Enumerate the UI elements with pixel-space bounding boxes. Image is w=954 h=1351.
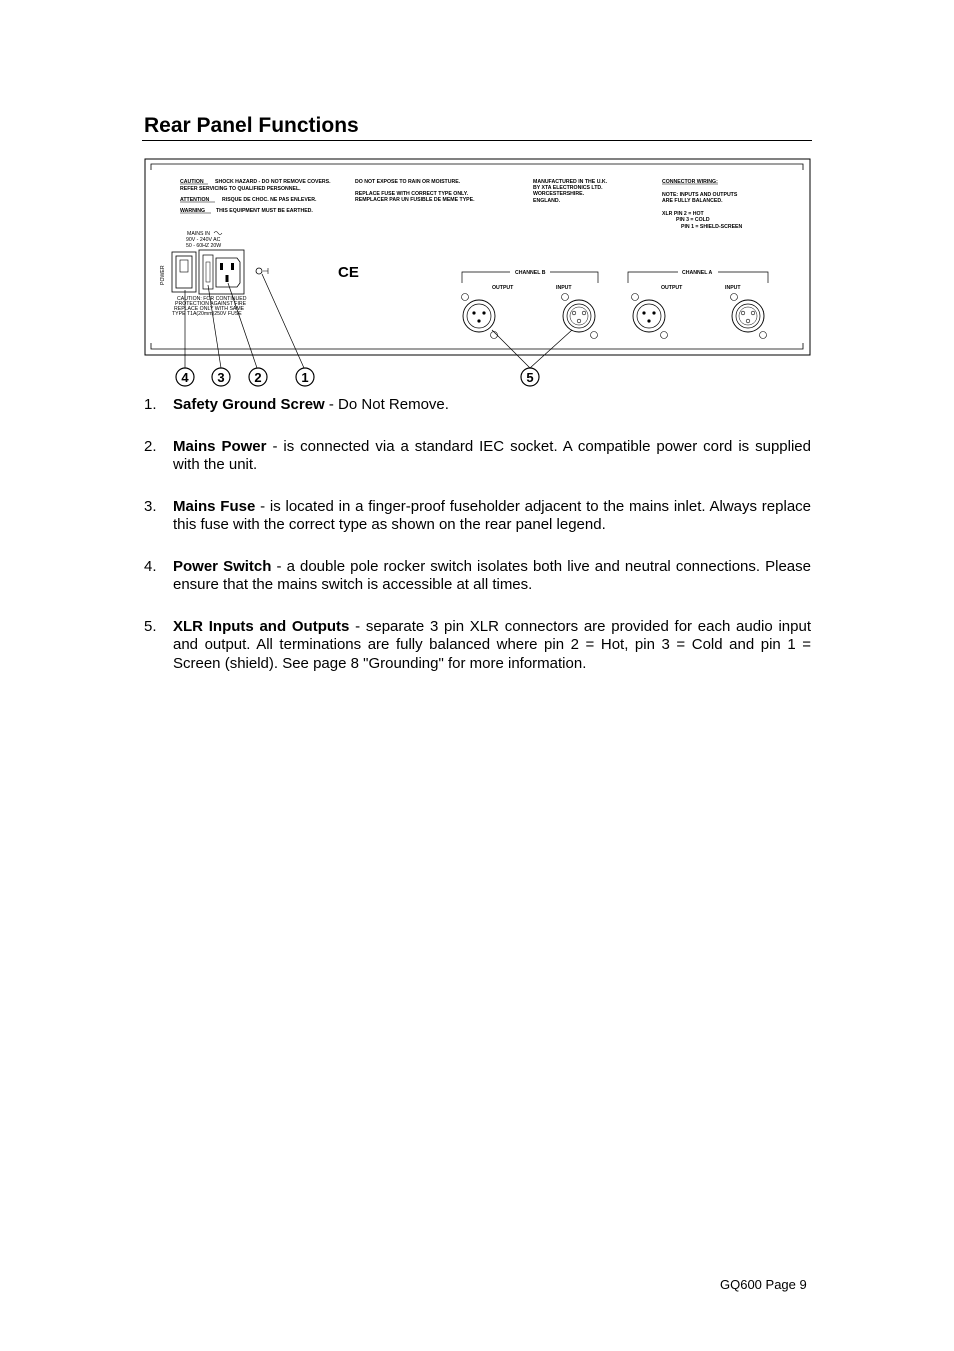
mains-in-label: MAINS IN <box>187 231 211 237</box>
refer-text: REFER SERVICING TO QUALIFIED PERSONNEL. <box>180 186 301 192</box>
item-text: - Do Not Remove. <box>324 396 449 413</box>
page-footer: GQ600 Page 9 <box>720 1277 807 1292</box>
caution-text: SHOCK HAZARD - DO NOT REMOVE COVERS. <box>215 179 331 185</box>
connector-note-2: ARE FULLY BALANCED. <box>662 198 723 204</box>
item-text: - is connected via a standard IEC socket. A compatible power cord is supplied with the unit. <box>173 437 811 473</box>
channel-b-label: CHANNEL B <box>515 270 546 276</box>
mfg-line-3: WORCESTERSHIRE. <box>533 191 585 197</box>
item-heading: Power Switch <box>173 557 272 575</box>
svg-text:5: 5 <box>526 370 534 385</box>
xlr-channel-a-output <box>632 294 668 339</box>
item-heading: Mains Power <box>173 437 267 455</box>
connector-pin1: PIN 1 = SHIELD-SCREEN <box>681 224 743 230</box>
channel-b-input-label: INPUT <box>556 285 572 291</box>
mains-voltage: 90V - 240V AC <box>186 237 221 243</box>
channel-b-output-label: OUTPUT <box>492 285 514 291</box>
function-list <box>144 396 811 696</box>
callout-2 <box>249 368 267 386</box>
page-title: Rear Panel Functions <box>144 114 359 137</box>
item-number: 3. <box>144 497 157 515</box>
power-switch <box>172 252 196 292</box>
item-number: 2. <box>144 437 157 455</box>
list-item <box>144 396 811 415</box>
item-heading: XLR Inputs and Outputs <box>173 617 350 635</box>
svg-text:2: 2 <box>254 370 262 385</box>
fuse-caution-3: REPLACE ONLY WITH SAME <box>174 306 245 312</box>
callout-1 <box>296 368 314 386</box>
rain-text: DO NOT EXPOSE TO RAIN OR MOISTURE. <box>355 179 461 185</box>
callout-3 <box>212 368 230 386</box>
power-label: POWER <box>160 265 166 285</box>
callout-4 <box>176 368 194 386</box>
xlr-channel-b-input <box>562 294 598 339</box>
list-item <box>144 498 811 535</box>
item-heading: Safety Ground Screw <box>173 396 325 413</box>
list-item <box>144 618 811 674</box>
fuse-caution-4: TYPE T1A(20mm)250V FUSE <box>172 311 242 317</box>
item-number: 5. <box>144 617 157 635</box>
rear-panel-diagram <box>0 0 954 400</box>
callout-leaders <box>185 274 572 368</box>
svg-text:1: 1 <box>301 370 309 385</box>
channel-a-label: CHANNEL A <box>682 270 713 276</box>
connector-pin3: PIN 3 = COLD <box>676 217 710 223</box>
item-number: 4. <box>144 557 157 575</box>
connector-note-1: NOTE: INPUTS AND OUTPUTS <box>662 192 738 198</box>
fuse-caution-1: CAUTION: FOR CONTINUED <box>177 296 247 302</box>
iec-inlet-with-fuse <box>199 250 244 294</box>
attention-text: RISQUE DE CHOC. NE PAS ENLEVER. <box>222 197 317 203</box>
connector-title: CONNECTOR WIRING: <box>662 179 718 185</box>
warning-text: THIS EQUIPMENT MUST BE EARTHED. <box>216 208 313 214</box>
svg-text:3: 3 <box>217 370 225 385</box>
item-text: - is located in a finger-proof fuseholder adjacent to the mains inlet. Always replace this fuse with the correct type as shown on the rear panel legend. <box>173 497 811 533</box>
xlr-channel-a-input <box>731 294 767 339</box>
item-number: 1. <box>144 396 157 413</box>
item-heading: Mains Fuse <box>173 497 256 515</box>
attention-label: ATTENTION <box>180 197 210 203</box>
channel-a-output-label: OUTPUT <box>661 285 683 291</box>
list-item <box>144 558 811 595</box>
item-text: - separate 3 pin XLR connectors are provided for each audio input and output. All terminations are fully balanced where pin 2 = Hot, pin 3 = Cold and pin 1 = Screen (shield). See page 8 "Grounding" for more information. <box>173 617 811 672</box>
warning-label: WARNING <box>180 208 206 214</box>
connector-xlr: XLR PIN 2 = HOT <box>662 211 704 217</box>
mfg-line-4: ENGLAND. <box>533 198 561 204</box>
list-item <box>144 438 811 475</box>
ce-mark: CE <box>338 264 359 281</box>
item-text: - a double pole rocker switch isolates both live and neutral connections. Please ensure that the mains switch is accessible at all times. <box>173 557 811 593</box>
fuse-text-2: REMPLACER PAR UN FUSIBLE DE MEME TYPE. <box>355 197 475 203</box>
fuse-text-1: REPLACE FUSE WITH CORRECT TYPE ONLY. <box>355 191 469 197</box>
caution-label: CAUTION <box>180 179 204 185</box>
mains-frequency: 50 - 60HZ 20W <box>186 243 222 249</box>
fuse-caution-2: PROTECTION AGAINST FIRE <box>175 301 247 307</box>
svg-text:4: 4 <box>181 370 189 385</box>
callout-5 <box>521 368 539 386</box>
mfg-line-2: BY XTA ELECTRONICS LTD. <box>533 185 603 191</box>
ground-screw <box>256 268 268 274</box>
xlr-channel-b-output <box>462 294 498 339</box>
mfg-line-1: MANUFACTURED IN THE U.K. <box>533 179 608 185</box>
channel-a-input-label: INPUT <box>725 285 741 291</box>
